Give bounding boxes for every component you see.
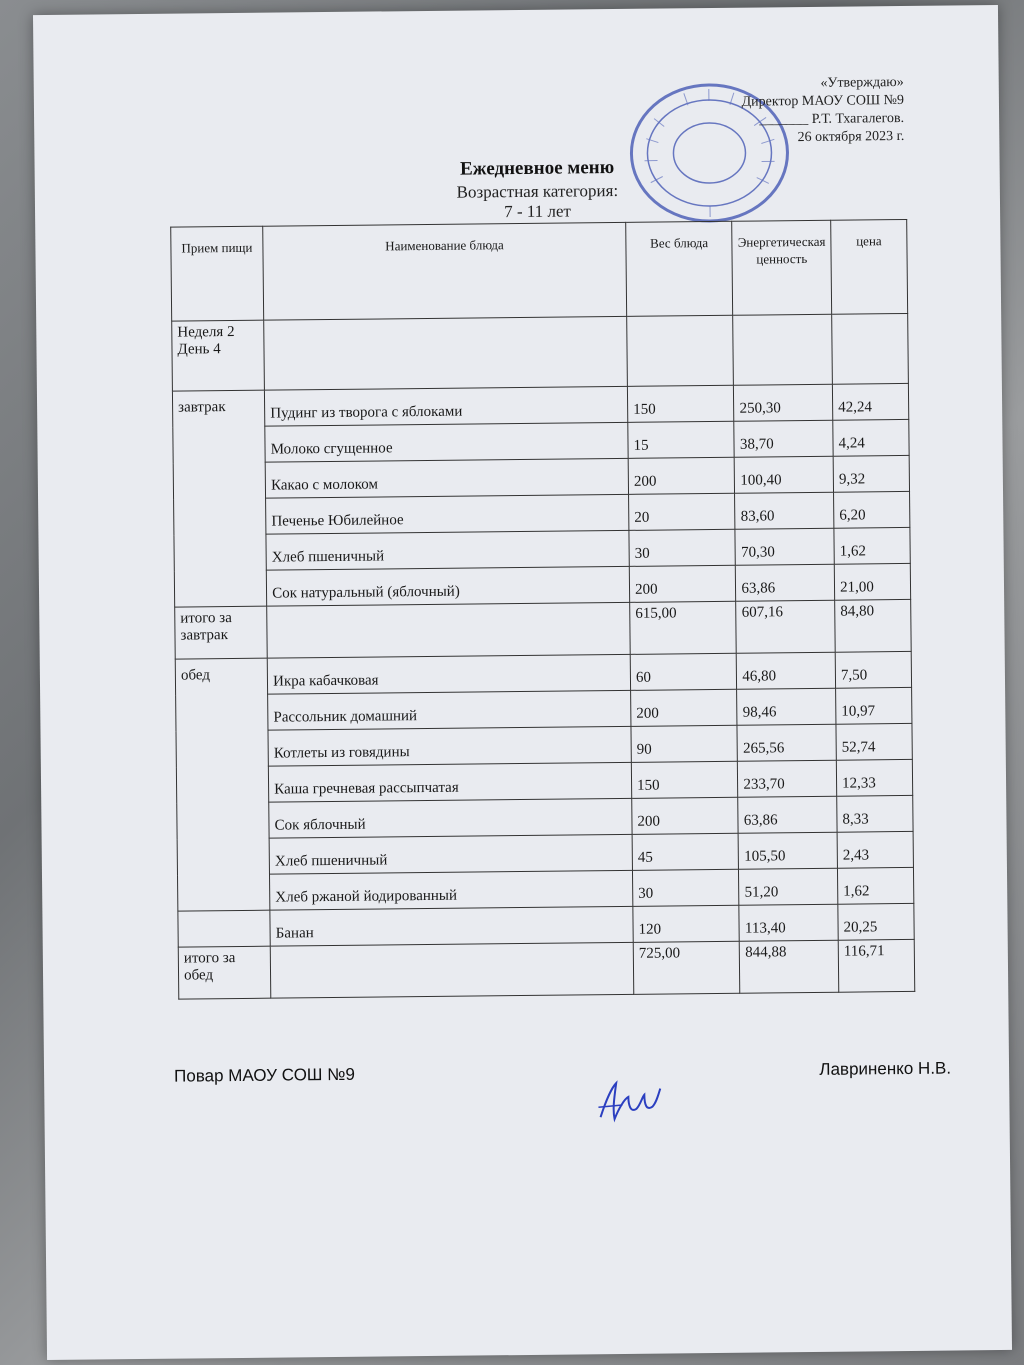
dish-weight: 60 [630,653,737,690]
age-range: 7 - 11 лет [504,201,572,222]
header-meal: Прием пищи [171,226,264,321]
breakfast-total-label: итого за завтрак [175,606,268,659]
lunch-total-energy: 844,88 [740,940,839,993]
header-weight: Вес блюда [626,221,733,316]
dish-energy: 98,46 [737,688,836,725]
dish-price: 2,43 [837,831,913,868]
dish-energy: 46,80 [737,652,836,689]
dish-price: 1,62 [834,527,910,564]
dish-energy: 83,60 [735,492,834,529]
age-category-label: Возрастная категория: [456,180,619,202]
dish-name: Икра кабачковая [267,654,630,694]
dish-energy: 51,20 [739,868,838,905]
menu-document [33,5,1012,1360]
dish-price: 6,20 [834,491,910,528]
dish-price: 21,00 [834,563,910,600]
dish-weight: 120 [633,905,740,942]
menu-table [170,219,915,1000]
breakfast-total-row [175,599,912,659]
dish-weight: 30 [633,869,740,906]
dish-weight: 90 [631,725,738,762]
dish-price: 1,62 [838,867,914,904]
approval-line-3: _______ Р.Т. Тхагалегов. [759,110,905,128]
dish-weight: 15 [628,421,735,458]
dish-energy: 113,40 [739,904,838,941]
dish-energy: 105,50 [738,832,837,869]
lunch-total-row [178,939,915,999]
dish-price: 52,74 [836,723,912,760]
dish-name: Хлеб пшеничный [269,834,632,874]
approval-block [741,74,904,148]
approval-line-1: «Утверждаю» [820,74,904,91]
dish-weight: 45 [632,833,739,870]
header-energy: Энергетическая ценность [732,220,832,315]
dish-name: Сок натуральный (яблочный) [266,566,629,606]
breakfast-label: завтрак [172,390,266,607]
dish-price: 20,25 [838,903,914,940]
dish-name: Котлеты из говядины [268,726,631,766]
dish-energy: 250,30 [734,384,833,421]
dish-energy: 100,40 [735,456,834,493]
lunch-total-weight: 725,00 [633,941,740,994]
dish-weight: 150 [627,385,734,422]
header-dish: Наименование блюда [263,222,627,320]
approval-line-2: Директор МАОУ СОШ №9 [741,92,905,110]
week-day-row [172,313,909,391]
dish-weight: 200 [629,565,736,602]
table-header-row [171,219,908,321]
breakfast-total-energy: 607,16 [736,600,835,653]
dish-weight: 20 [629,493,736,530]
dish-weight: 200 [631,689,738,726]
dish-weight: 30 [629,529,736,566]
week-day-label: Неделя 2 День 4 [172,320,265,391]
dish-name: Хлеб пшеничный [266,530,629,570]
dish-price: 10,97 [836,687,912,724]
dish-name: Хлеб ржаной йодированный [270,870,633,910]
dish-name: Банан [270,906,633,946]
dish-name: Печенье Юбилейное [266,494,629,534]
dish-price: 12,33 [836,759,912,796]
dish-name: Молоко сгущенное [265,422,628,462]
cook-title: Повар МАОУ СОШ №9 [174,1064,355,1086]
dish-energy: 63,86 [736,564,835,601]
dish-name: Какао с молоком [265,458,628,498]
dish-weight: 150 [631,761,738,798]
dish-name: Пудинг из творога с яблоками [265,386,628,426]
dish-price: 8,33 [837,795,913,832]
page-title: Ежедневное меню [459,157,615,180]
breakfast-total-weight: 615,00 [630,601,737,654]
dish-energy: 63,86 [738,796,837,833]
dish-name: Рассольник домашний [268,690,631,730]
lunch-total-price: 116,71 [838,939,914,992]
dish-price: 42,24 [832,383,908,420]
dish-price: 7,50 [835,651,911,688]
header-price: цена [831,219,908,314]
dish-weight: 200 [628,457,735,494]
lunch-label: обед [175,658,270,911]
dish-weight: 200 [632,797,739,834]
cook-name: Лавриненко Н.В. [819,1058,952,1079]
dish-price: 4,24 [833,419,909,456]
dish-name: Сок яблочный [269,798,632,838]
dish-energy: 233,70 [738,760,837,797]
dish-name: Каша гречневая рассыпчатая [268,762,631,802]
approval-date: 26 октября 2023 г. [797,128,905,146]
dish-energy: 70,30 [735,528,834,565]
dish-energy: 265,56 [737,724,836,761]
signature-icon [592,1068,673,1129]
breakfast-total-price: 84,80 [835,599,911,652]
dish-price: 9,32 [833,455,909,492]
dish-energy: 38,70 [734,420,833,457]
lunch-total-label: итого за обед [178,946,271,999]
